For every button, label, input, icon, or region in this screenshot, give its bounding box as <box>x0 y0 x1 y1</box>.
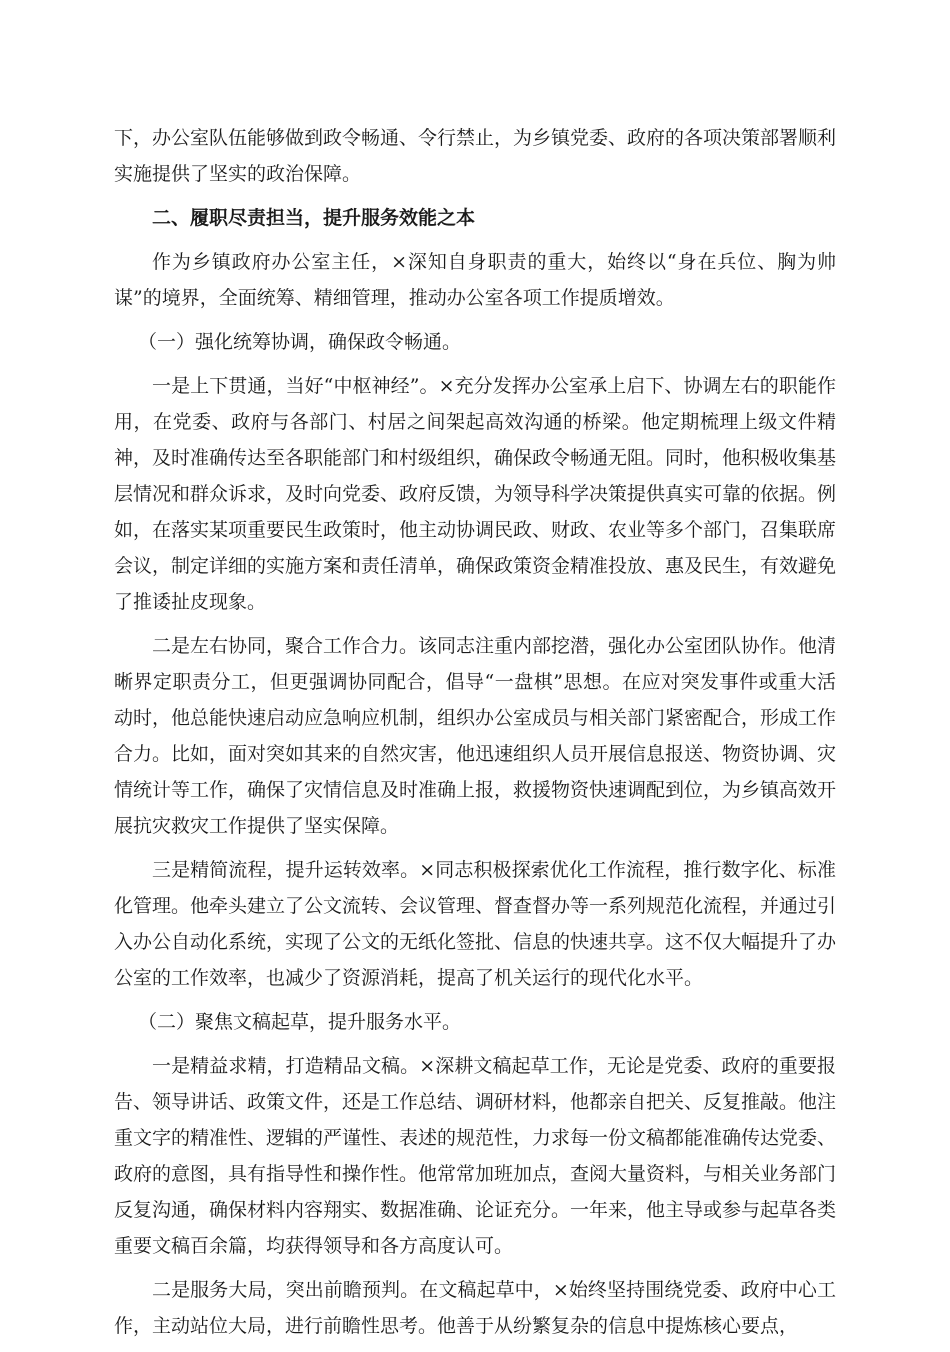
paragraph: 二是服务大局，突出前瞻预判。在文稿起草中，×始终坚持围绕党委、政府中心工作，主动站位大局，进行前瞻性思考。他善于从纷繁复杂的信息中提炼核心要点， <box>114 1279 836 1337</box>
paragraph: 一是精益求精，打造精品文稿。×深耕文稿起草工作，无论是党委、政府的重要报告、领导讲话、政策文件，还是工作总结、调研材料，他都亲自把关、反复推敲。他注重文字的精准性、逻辑的严谨性、表述的规范性，力求每一份文稿都能准确传达党委、政府的意图，具有指导性和操作性。他常常加班加点，查阅大量资料，与相关业务部门反复沟通，确保材料内容翔实、数据准确、论证充分。一年来，他主导或参与起草各类重要文稿百余篇，均获得领导和各方高度认可。 <box>114 1055 837 1257</box>
subsection-heading: （一）强化统筹协调，确保政令畅通。 <box>138 331 462 353</box>
paragraph: 作为乡镇政府办公室主任，×深知自身职责的重大，始终以“身在兵位、胸为帅谋”的境界，全面统筹、精细管理，推动办公室各项工作提质增效。 <box>114 251 836 309</box>
paragraph-continued: 下，办公室队伍能够做到政令畅通、令行禁止，为乡镇党委、政府的各项决策部署顺利实施提供了坚实的政治保障。 <box>114 127 837 185</box>
subsection-heading: （二）聚焦文稿起草，提升服务水平。 <box>138 1011 462 1033</box>
section-heading: 二、履职尽责担当，提升服务效能之本 <box>152 207 476 229</box>
paragraph: 二是左右协同，聚合工作合力。该同志注重内部挖潜，强化办公室团队协作。他清晰界定职责分工，但更强调协同配合，倡导“一盘棋”思想。在应对突发事件或重大活动时，他总能快速启动应急响应机制，组织办公室成员与相关部门紧密配合，形成工作合力。比如，面对突如其来的自然灾害，他迅速组织人员开展信息报送、物资协调、灾情统计等工作，确保了灾情信息及时准确上报，救援物资快速调配到位，为乡镇高效开展抗灾救灾工作提供了坚实保障。 <box>114 635 837 837</box>
paragraph: 三是精简流程，提升运转效率。×同志积极探索优化工作流程，推行数字化、标准化管理。他牵头建立了公文流转、会议管理、督查督办等一系列规范化流程，并通过引入办公自动化系统，实现了公文的无纸化签批、信息的快速共享。这不仅大幅提升了办公室的工作效率，也减少了资源消耗，提高了机关运行的现代化水平。 <box>114 859 837 989</box>
paragraph: 一是上下贯通，当好“中枢神经”。×充分发挥办公室承上启下、协调左右的职能作用，在党委、政府与各部门、村居之间架起高效沟通的桥梁。他定期梳理上级文件精神，及时准确传达至各职能部门和村级组织，确保政令畅通无阻。同时，他积极收集基层情况和群众诉求，及时向党委、政府反馈，为领导科学决策提供真实可靠的依据。例如，在落实某项重要民生政策时，他主动协调民政、财政、农业等多个部门，召集联席会议，制定详细的实施方案和责任清单，确保政策资金精准投放、惠及民生，有效避免了推诿扯皮现象。 <box>114 375 837 613</box>
document-body <box>114 120 836 1352</box>
